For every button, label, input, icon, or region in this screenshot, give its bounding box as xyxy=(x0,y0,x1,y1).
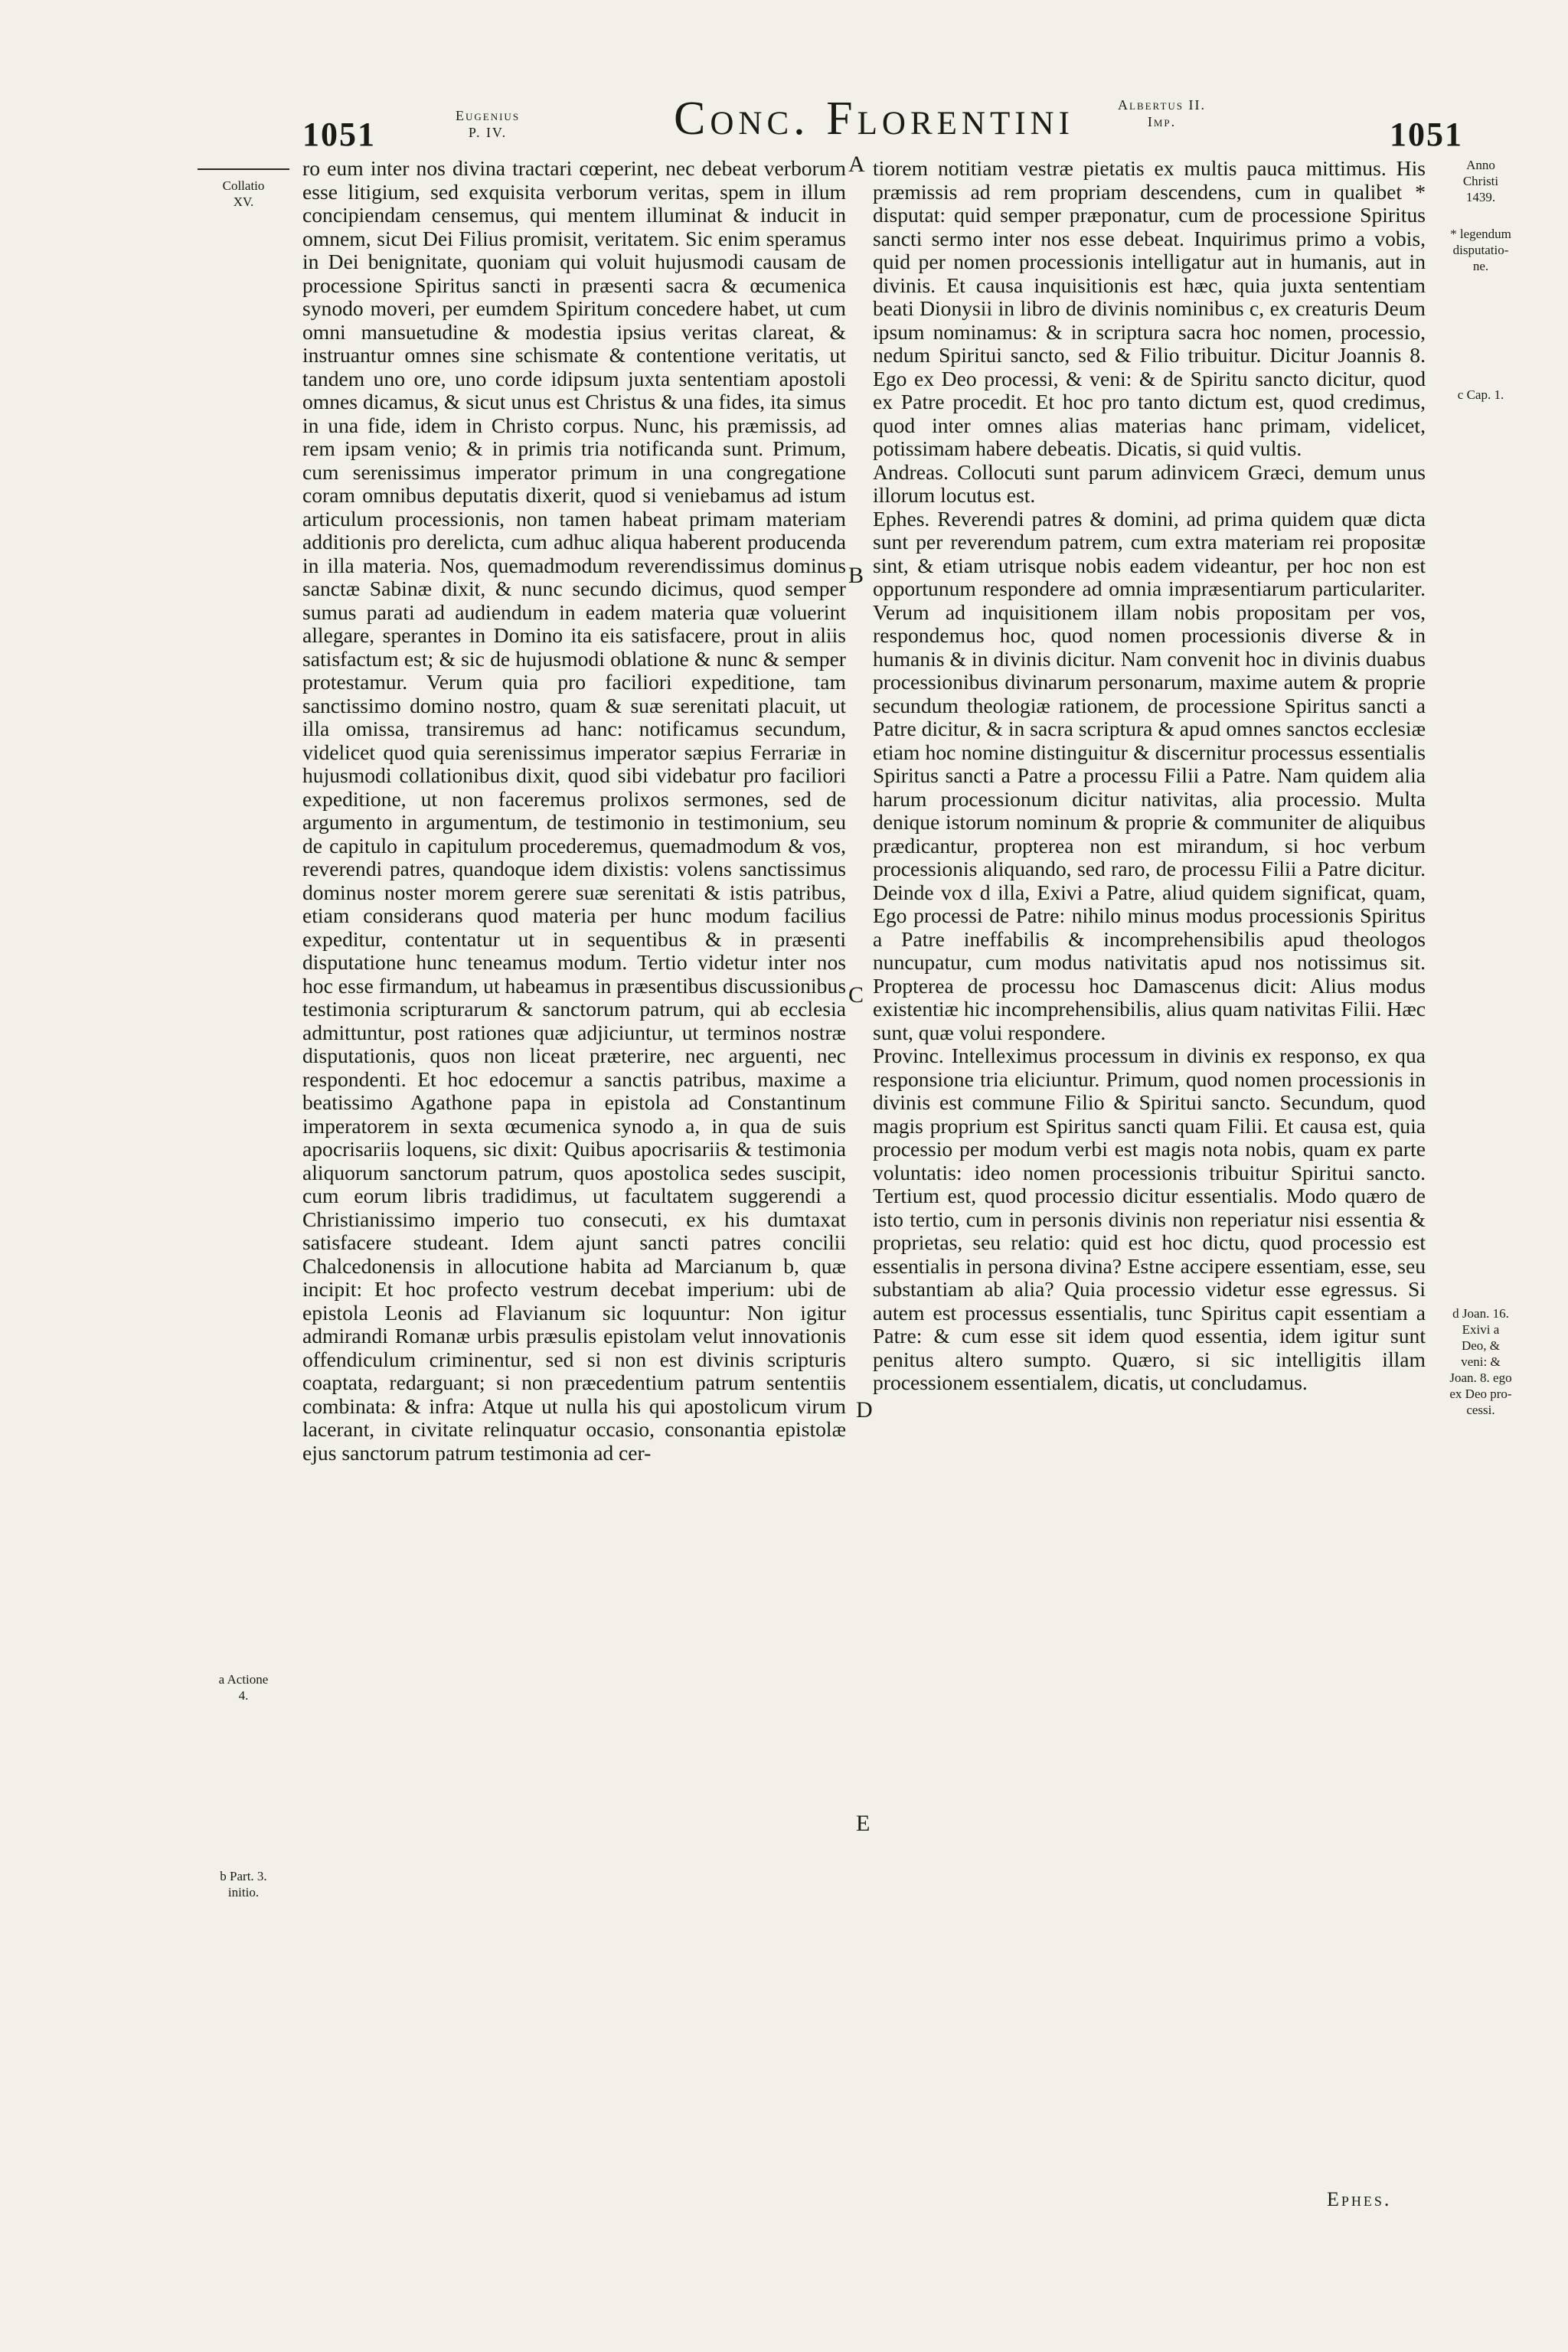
right-paragraph-provinc: Provinc. Intelleximus processum in divinis ex responso, ex qua responsione tria eliciuntur. Primum, quod nomen processionis in divinis est commune Filio & Spiritui sancto. Secundum, quod magis proprium est Spiritus sancti quam Filii. Et causa est, quia processio per modum verbi est magis nota nobis, quam ex parte voluntatis: ideo nomen processionis tribuitur Spiritui sancto. Tertium est, quod processio dicitur essentialis. Modo quæro de isto tertio, cum in personis divinis non reperiatur nisi essentia & proprietas, seu relatio: quid est hoc dictu, quod processio est essentialis in persona divina? Estne accipere essentiam, esse, seu substantiam ab alia? Quia processio videtur esse egressus. Si autem est processus essentialis, tunc Spiritus capit essentiam a Patre: & cum esse sit idem quod essentia, idem igitur sunt penitus altero sumpto. Quæro, si sic intelligitis illam processionem essentialem, dicatis, ut concludamus. xyxy=(873,1044,1426,1394)
margin-rule xyxy=(198,168,289,170)
note-b-line-2: initio. xyxy=(227,1885,260,1900)
page-number-right: 1051 xyxy=(1390,116,1463,153)
section-letter-e: E xyxy=(856,1811,871,1836)
note-d-line-1: d Joan. 16. xyxy=(1452,1306,1509,1321)
section-letter-d: D xyxy=(856,1397,873,1423)
note-a-line-2: 4. xyxy=(238,1688,249,1703)
note-d-line-3: Deo, & xyxy=(1461,1338,1501,1353)
emperor-title: Imp. xyxy=(1147,114,1177,129)
right-column xyxy=(873,157,1426,1395)
note-d-line-4: veni: & xyxy=(1461,1354,1501,1369)
section-letter-c: C xyxy=(848,982,864,1008)
collatio-number: XV. xyxy=(233,194,254,209)
pope-name: Eugenius xyxy=(456,108,521,123)
note-star-line-1: * legendum xyxy=(1450,227,1511,241)
section-letter-b: B xyxy=(848,563,864,588)
right-paragraph-ephes: Ephes. Reverendi patres & domini, ad prima quidem quæ dicta sunt per reverendum patrem, cum extra materiam rei propositæ sint, & etiam utrisque nobis eadem videantur, per hoc non est opportunum respondere ad omnia impræsentiarum particulariter. Verum ad inquisitionem illam nobis propositam per vos, respondemus hoc, quod nomen processionis diverse & in humanis & in divinis dicitur. Nam convenit hoc in divinis duabus processionibus divinarum personarum, maxime autem & proprie secundum theologiæ rationem, de processione Spiritus sancti a Patre dicitur, & in sacra scriptura & apud omnes sanctos ecclesiæ etiam hoc nomine distinguitur & discernitur processus essentialis Spiritus sancti a Patre a processu Filii a Patre. Nam quidem alia harum processionum dicitur nativitas, alia processio. Multa denique istorum nominum & proprie & communiter de aliquibus prædicantur, propterea non est mirandum, si hoc verbum processionis aliquando, sed raro, de processu Filii a Patre dicitur. Deinde vox d illa, Exivi a Patre, aliud quidem significat, quam, Ego processi de Patre: nihilo minus modus processionis Spiritus a Patre ineffabilis & incomprehensibilis apud theologos nuncupatur, cum modus nativitatis apud nos notissimus sit. Propterea de processu hoc Damascenus dicit: Alius modus existentiæ hic incomprehensibilis, alius quam nativitas Filii. Hæc sunt, quæ volui respondere. xyxy=(873,506,1426,1044)
left-paragraph: ro eum inter nos divina tractari cœperint, nec debeat verborum esse litigium, sed exquisita verborum veritas, spem in illum concipiendam censemus, qui mentem illuminat & inducit in omnem, sicut Dei Filius promisit, veritatem. Sic enim speramus in Dei benignitate, quoniam qui voluit hujusmodi causam de processione Spiritus sancti in præsenti sacra & œcumenica synodo moveri, per eumdem Spiritum concedere habet, ut cum omni mansuetudine & modestia ipsius veritas clareat, & instruantur omnes sine schismate & contentione veritatis, ut tandem uno ore, uno corde idipsum juxta sententiam apostoli omnes dicamus, & sicut unus est Christus & una fides, ita simus in una fide, idem in Christo corpus. Nunc, his præmissis, ad rem ipsam venio; & in primis tria notificanda sunt. Primum, cum serenissimus imperator primum in una congregatione coram omnibus deputatis dixerit, quod si veniebamus ad istum articulum processionis, non tamen habeat primam materiam additionis pro derelicta, cum adhuc aliqua haberent producenda in illa materia. Nos, quemadmodum reverendissimus dominus sanctæ Sabinæ dixit, & nunc secundo dicimus, quod semper sumus parati ad audiendum in eadem materia quæ voluerint allegare, sperantes in Domino ita eis satisfacere, prout in aliis satisfactum est; & sic de hujusmodi oblatione & nunc & semper protestamur. Verum quia pro faciliori expeditione, tam sanctissimo domino nostro, quam & suæ serenitati placuit, ut illa omissa, transiremus ad hanc: notificamus secundum, videlicet quod quia serenissimus imperator sæpius Ferrariæ in hujusmodi collationibus dixit, quod sibi videbatur pro faciliori expeditione, ut non faceremus prolixos sermones, sed de argumento in argumentum, de testimonio in testimonium, seu de capitulo in capitulum procederemus, quemadmodum & vos, reverendi patres, quandoque idem dixistis: volens sanctissimus dominus noster morem gerere suæ serenitati & istis patribus, etiam considerans quod materia per hunc modum facilius expeditur, contentatur ut in sequentibus & in præsenti disputatione hunc teneamus modum. Tertio videtur inter nos hoc esse firmandum, ut habeamus in præsentibus discussionibus testimonia scripturarum & sanctorum patrum, qui ab ecclesia admittuntur, post rationes quæ adjiciuntur, ut terminos nostræ disputationis, quos non liceat præterire, nec arguenti, nec respondenti. Et hoc edocemur a sanctis patribus, maxime a beatissimo Agathone papa in epistola ad Constantinum imperatorem in sexta œcumenica synodo a, in qua de suis apocrisariis loquens, sic dixit: Quibus apocrisariis & testimonia aliquorum sanctorum patrum, quos apostolica sedes suscipit, cum eorum libris tradidimus, ut facultatem suggerendi a Christianissimo imperio tuo consecuti, ex his dumtaxat satisfacere studeant. Idem ajunt sancti patres concilii Chalcedonensis in allocutione habita ad Marcianum b, quæ incipit: Et hoc profecto vestrum decebat imperium: ubi de epistola Leonis ad Flavianum sic loquuntur: Non igitur admirandi Romanæ urbis præsulis epistolam velut innovationis offendiculum criminentur, sed si non est divinis scripturis coaptata, redarguant; si non præcedentium patrum sententiis combinata: & infra: Atque ut nulla his qui apostolicum virum lacerant, in civitate relinquatur occasio, consonantia epistolæ ejus sanctorum patrum testimonia ad cer- xyxy=(302,156,846,1465)
note-d-line-2: Exivi a xyxy=(1462,1322,1500,1337)
anno-year: 1439. xyxy=(1465,190,1496,204)
page-title: Conc. Florentini xyxy=(674,93,1074,145)
catchword: Ephes. xyxy=(1327,2188,1392,2210)
emperor-name: Albertus II. xyxy=(1118,97,1206,113)
page-number-left: 1051 xyxy=(302,116,376,153)
right-paragraph-andreas: Andreas. Collocuti sunt parum adinvicem Græci, demum unus illorum locutus est. xyxy=(873,459,1426,507)
note-star-line-3: ne. xyxy=(1472,259,1489,273)
margin-collatio xyxy=(198,178,289,210)
margin-note-a xyxy=(198,1671,289,1704)
note-d-line-6: ex Deo pro- xyxy=(1449,1387,1512,1401)
anno-label: Anno xyxy=(1466,158,1495,172)
running-head-pope xyxy=(456,107,520,141)
note-d-line-5: Joan. 8. ego xyxy=(1449,1370,1512,1385)
margin-note-c: c Cap. 1. xyxy=(1457,387,1504,402)
right-paragraph-1: tiorem notitiam vestræ pietatis ex multis pauca mittimus. His præmissis ad rem propriam descendens, cum in qualibet * disputat: quid semper præponatur, cum de processione Spiritus sancti sermo inter nos esse debeat. Inquirimus primo a vobis, quid per nomen processionis intelligatur aut in humanis, aut in divinis. Et causa inquisitionis est hæc, quia juxta sententiam beati Dionysii in libro de divinis nominibus c, ex creaturis Deum ipsum nominamus: & in scriptura sacra hoc nomen, processio, nedum Spiritui sancto, sed & Filio tribuitur. Dicitur Joannis 8. Ego ex Deo processi, & veni: & de Spiritu sancto dicitur, quod ex Patre procedit. Et hoc pro tanto dictum est, quod credimus, quod inter omnes alias materias hanc primam, videlicet, potissimam habere debeatis. Dicatis, si quid vultis. xyxy=(873,156,1426,460)
margin-note-star xyxy=(1438,226,1524,274)
collatio-label: Collatio xyxy=(222,178,265,193)
margin-anno xyxy=(1438,157,1524,205)
margin-note-b xyxy=(198,1868,289,1900)
christi-label: Christi xyxy=(1462,174,1499,188)
note-d-line-7: cessi. xyxy=(1466,1403,1495,1417)
pope-number: P. IV. xyxy=(468,125,508,140)
note-star-line-2: disputatio- xyxy=(1452,243,1509,257)
section-letter-a: A xyxy=(848,152,865,177)
margin-note-d xyxy=(1438,1305,1524,1418)
note-b-line-1: b Part. 3. xyxy=(220,1869,267,1883)
left-column xyxy=(302,157,846,1465)
note-a-line-1: a Actione xyxy=(218,1672,269,1687)
running-head-emperor xyxy=(1118,96,1206,130)
